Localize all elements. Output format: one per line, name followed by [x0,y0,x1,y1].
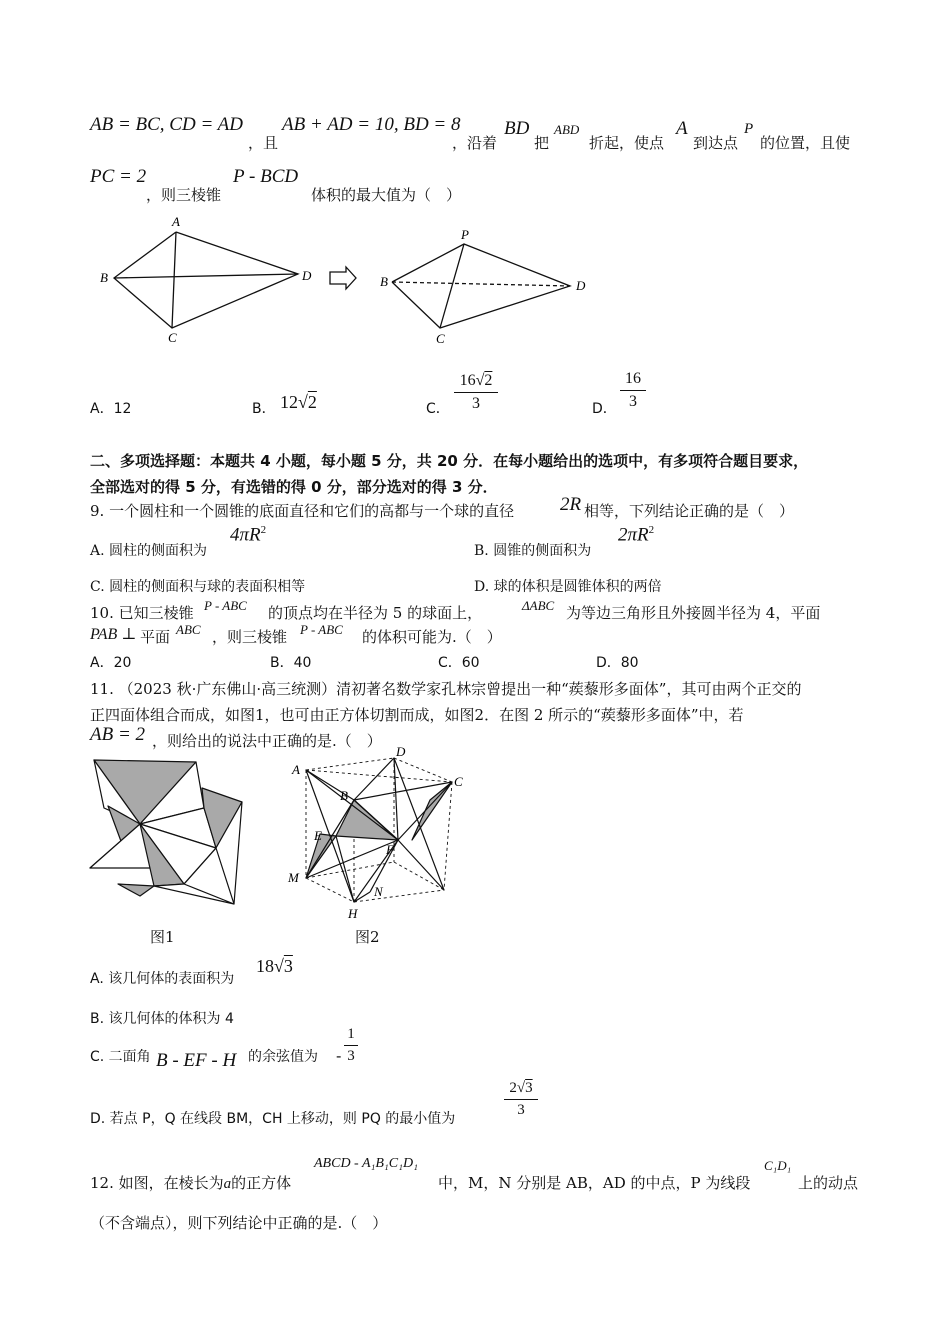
q9-option-a: A. 圆柱的侧面积为 [90,543,208,559]
q8-text: 到达点 [693,134,739,152]
q10-triangle: ΔABC [522,598,555,613]
q10-option-b: B．40 [270,655,312,671]
q11-ab: AB = 2 [90,724,146,745]
label-m: M [288,870,299,885]
label-c: C [168,330,177,345]
label-d2: D [576,278,586,293]
q8-bd: BD [504,118,530,139]
q10-stem: 为等边三角形且外接圆半径为 4，平面 [566,604,821,622]
q10-option-a: A．20 [90,655,132,671]
label-b2: B [380,274,388,289]
figure-1-caption: 图1 [150,928,175,946]
q8-option-d: D． [592,401,617,417]
q9-option-a-math: $4\pi R^2$ [230,524,267,546]
q10-pabc2: P - ABC [300,622,343,637]
label-p: P [461,227,469,242]
q12-stem: （不含端点），则下列结论中正确的是.（ ） [90,1214,388,1232]
q8-text: ，则三棱锥 [146,186,222,204]
q9-option-b-math: $2\pi R^2$ [618,524,655,546]
q8-figure [90,212,600,352]
q9-option-b: B. 圆锥的侧面积为 [474,543,592,559]
q8-a: A [676,118,688,139]
q8-option-b: B． [252,401,276,417]
q11-option-c-math: B - EF - H [156,1050,237,1071]
q12-stem: 中，M，N 分别是 AB，AD 的中点，P 为线段 [438,1174,751,1192]
q10-stem: ，则三棱锥 [212,628,288,646]
q10-stem: 10. 已知三棱锥 [90,604,194,622]
q8-pbcd: P - BCD [233,166,299,187]
q10-pab: PAB ⊥ [90,626,137,643]
q10-stem: 的顶点均在半径为 5 的球面上， [268,604,483,622]
q8-text: 折起，使点 [589,134,665,152]
q8-eq1: AB = BC, CD = AD [90,114,244,135]
q8-text: 体积的最大值为（ ） [311,186,462,204]
label-f: F [386,842,394,857]
q9-stem: 9. 一个圆柱和一个圆锥的底面直径和它们的高都与一个球的直径 [90,502,515,520]
q11-option-c-sign: - [336,1046,342,1065]
label-a: A [172,214,180,229]
label-d: D [302,268,312,283]
q8-option-d-fraction: 16 3 [620,370,646,411]
q10-stem: 平面 [140,628,171,646]
q9-option-d: D. 球的体积是圆锥体积的两倍 [474,579,662,595]
q12-stem: 12. 如图，在棱长为a的正方体 [90,1174,292,1192]
q11-option-a: A. 该几何体的表面积为 [90,971,235,987]
q11-figure-1 [84,756,254,916]
q8-option-b-value: 12√2 [280,392,317,412]
section-heading: 全部选对的得 5 分，有选错的得 0 分，部分选对的得 3 分． [90,478,498,496]
label-e: E [314,828,322,843]
label-n: N [374,884,383,899]
q11-option-b: B. 该几何体的体积为 4 [90,1011,234,1027]
q11-option-d: D. 若点 P，Q 在线段 BM，CH 上移动，则 PQ 的最小值为 [90,1111,456,1127]
label-d: D [396,744,406,759]
q10-pabc: P - ABC [204,598,247,613]
q10-abc: ABC [176,622,201,637]
q10-option-d: D．80 [596,655,639,671]
q8-text: 把 [534,134,550,152]
q8-option-a: A．12 [90,401,132,417]
right-arrow-icon [330,267,356,289]
q11-figure-2 [284,742,484,924]
label-h: H [348,906,358,921]
label-c: C [454,774,463,789]
q8-p: P [744,121,754,137]
q8-text: ，沿着 [452,134,498,152]
q11-option-c: 的余弦值为 [248,1049,318,1065]
q9-stem: 相等，下列结论正确的是（ ） [584,502,795,520]
q12-cube: ABCD - A₁B₁C₁D₁ [314,1156,418,1171]
q12-c1d1: C₁D₁ [764,1158,792,1173]
q8-abd: ABD [554,122,580,137]
section-heading: 二、多项选择题：本题共 4 小题，每小题 5 分，共 20 分．在每小题给出的选项中，有多项符合题目要求， [90,452,809,470]
q10-stem: 的体积可能为.（ ） [362,628,502,646]
q11-stem: 正四面体组合而成，如图1，也可由正方体切割而成，如图2．在图 2 所示的“蒺藜形多面体”中，若 [90,706,744,724]
q11-option-c-fraction: 1 3 [344,1026,358,1065]
q11-option-c: C. 二面角 [90,1049,151,1065]
figure-2-caption: 图2 [355,928,380,946]
q11-option-d-fraction: 2√3 3 [504,1080,538,1119]
q9-option-c: C. 圆柱的侧面积与球的表面积相等 [90,579,306,595]
q9-2r: 2R [560,494,582,515]
q8-text: ，且 [248,134,279,152]
q8-option-c-fraction: 16√2 3 [454,372,498,413]
q12-stem: 上的动点 [798,1174,859,1192]
q8-eq2: AB + AD = 10, BD = 8 [282,114,461,135]
label-c2: C [436,331,445,346]
q11-stem: ，则给出的说法中正确的是.（ ） [152,732,382,750]
label-a: A [292,762,300,777]
label-b: B [100,270,108,285]
q11-option-a-value: 18√3 [256,956,293,976]
q8-pc: PC = 2 [90,166,147,187]
q10-option-c: C．60 [438,655,480,671]
q8-option-c: C． [426,401,450,417]
label-b: B [340,788,348,803]
q8-text: 的位置，且使 [760,134,851,152]
q11-stem: 11. （2023 秋·广东佛山·高三统测）清初著名数学家孔林宗曾提出一种“蒺藜形多面体”，其可由两个正交的 [90,680,802,698]
